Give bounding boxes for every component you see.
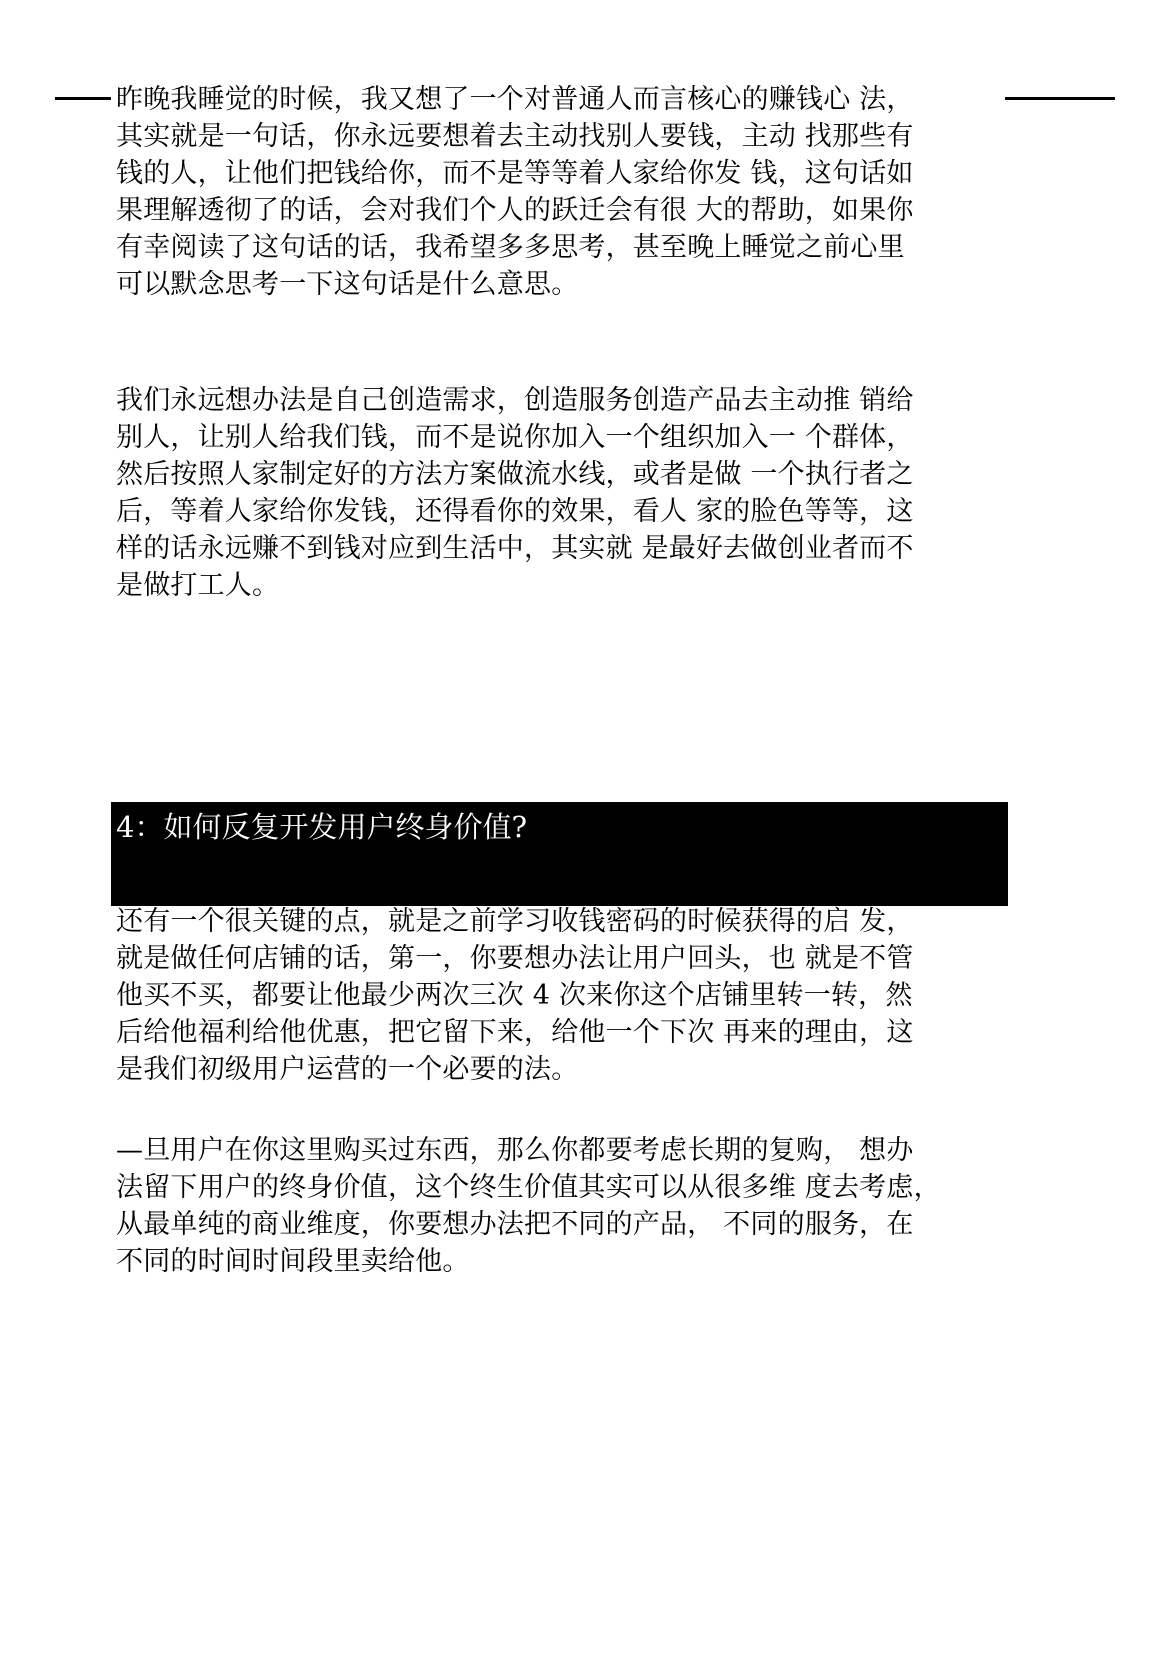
paragraph-line: 我们永远想办法是自己创造需求，创造服务创造产品去主动推 销给 [116,385,914,416]
section-heading-block [111,802,1008,906]
paragraph-line: 他买不买，都要让他最少两次三次 4 次来你这个店铺里转一转，然 [116,980,913,1011]
paragraph-line: 样的话永远赚不到钱对应到生活中，其实就 是最好去做创业者而不 [116,533,914,564]
paragraph-4 [116,1132,1016,1280]
paragraph-line: 是做打工人。 [116,570,280,601]
decorative-rule-right [1005,97,1115,100]
paragraph-line: 其实就是一句话，你永远要想着去主动找别人要钱，主动 找那些有 [116,121,914,152]
paragraph-line: —旦用户在你这里购买过东西，那么你都要考虑长期的复购， 想办 [116,1135,914,1166]
paragraph-line: 不同的时间时间段里卖给他。 [116,1246,470,1277]
paragraph-1 [116,81,1016,303]
paragraph-line: 可以默念思考一下这句话是什么意思。 [116,269,579,300]
paragraph-line: 法留下用户的终身价值，这个终生价值其实可以从很多维 度去考虑， [116,1172,941,1203]
paragraph-2 [116,382,1016,604]
paragraph-3 [116,903,1016,1088]
paragraph-line: 还有一个很关键的点，就是之前学习收钱密码的时候获得的启 发， [116,906,914,937]
paragraph-line: 有幸阅读了这句话的话，我希望多多思考，甚至晚上睡觉之前心里 [116,232,905,263]
paragraph-line: 后，等着人家给你发钱，还得看你的效果，看人 家的脸色等等，这 [116,496,914,527]
paragraph-line: 从最单纯的商业维度，你要想办法把不同的产品， 不同的服务，在 [116,1209,914,1240]
paragraph-line: 是我们初级用户运营的一个必要的法。 [116,1054,579,1085]
paragraph-line: 别人，让别人给我们钱，而不是说你加入一个组织加入一 个群体， [116,422,914,453]
paragraph-line: 昨晚我睡觉的时候，我又想了一个对普通人而言核心的赚钱心 法， [116,84,914,115]
paragraph-line: 后给他福利给他优惠，把它留下来，给他一个下次 再来的理由，这 [116,1017,914,1048]
paragraph-line: 然后按照人家制定好的方法方案做流水线，或者是做 一个执行者之 [116,459,914,490]
paragraph-line: 就是做任何店铺的话，第一，你要想办法让用户回头，也 就是不管 [116,943,914,974]
section-heading: 4：如何反复开发用户终身价值? [116,810,527,844]
paragraph-line: 钱的人，让他们把钱给你，而不是等等着人家给你发 钱，这句话如 [116,158,914,189]
decorative-rule-left [55,97,111,100]
paragraph-line: 果理解透彻了的话，会对我们个人的跃迁会有很 大的帮助，如果你 [116,195,914,226]
